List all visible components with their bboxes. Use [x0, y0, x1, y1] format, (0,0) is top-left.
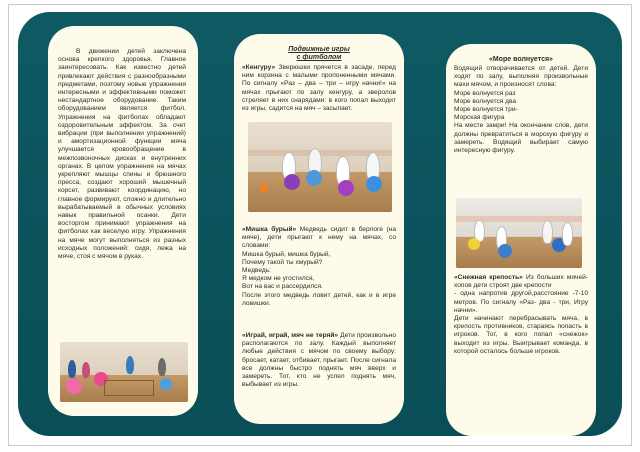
brochure-panel-middle: [234, 34, 404, 424]
game-kangaroo: [242, 64, 396, 113]
photo-children-in-gym: [456, 198, 582, 268]
games-title: [244, 46, 394, 62]
game-play-ball-text: Дети произвольно располагаются по залу. Каждый выполняет любые действия с мячом по своему выбору: бросает, катает, отбивает, прыгает. После сигнала все должны быстро поднять мяч вверх и замереть. Тот, кто не успел поднять мяч, выбывает из игры.: [242, 332, 396, 389]
game-sea-text: Водящий отворачивается от детей. Дети ходят по залу, выполняя произвольные махи мячом, и произносят слова: Море волнуется раз Море волнуется два Море волнуется три- Морская фигура На месте замри! На окончание слов, дети должны превратиться в морскую фигуру и замереть. Водящий выбирает самую интересную фигуру.: [454, 65, 588, 155]
game-snow-fortress: [454, 274, 588, 356]
intro-text: В движении детей заключена основа крепкого здоровья. Главное заинтересовать. Как известно детей привлекают действия с разнообразными предметами, поэтому новые упражнения интересными и эффективными поможет нестандартное оборудование. Таким оборудованием является фитбол. Упражнения на фитболах обладают оздоровительным эффектом. За счет вибрации (при выполнении упражнений) и амортизационной функции мяча улучшается кровообращение в межпозвоночных дисках и внутренних органах. В целом упражнения на мячах укрепляют мышцы спины и брюшного пресса, создают хороший мышечный корсет, развивают координацию, но главное формируют, сложно и длительно вырабатываемый в обычных условиях навык правильной осанки. Дети восторгом принимают упражнения на фитболах как веселую игру. Упражнения на мяче могут выполняться из разных исходных положений: сидя, лежа на мяче, стоя с мячом в руках.: [58, 48, 186, 261]
game-snow-fortress-text: Из больших мячей-хопов дети строят две крепости - одна напротив другой,расстояние -7-10 метров. По сигналу «Раз- два - три, Игру начни». Дети начинают перебрасывать мяча, в крепость противников, стараясь попасть в игроков. Тот, в кого попал «снежок» выходит из игры. Выигрывает команда, в которой осталось больше игроков.: [454, 274, 589, 355]
game-play-ball-name: «Играй, играй, мяч не теряй»: [242, 332, 339, 339]
games-title-line1: Подвижные игры: [288, 46, 350, 53]
game-play-ball: [242, 332, 396, 389]
brochure-panel-left: [48, 26, 198, 416]
game-brown-bear-name: «Мишка бурый»: [242, 226, 297, 233]
games-title-line2: с фитболом: [296, 54, 342, 61]
game-kangaroo-name: «Кенгуру»: [242, 64, 276, 71]
game-snow-fortress-name: «Снежная крепость»: [454, 274, 523, 281]
photo-children-fitballs-hall: [60, 342, 188, 402]
game-sea-name: «Море волнуется»: [489, 56, 553, 63]
game-brown-bear: [242, 226, 396, 308]
photo-kids-on-fitballs: [248, 122, 392, 212]
game-brown-bear-text: Медведь сидит в берлоге (на мяче), дети прыгают к нему на мячах, со словами: Мишка бурый, мишка бурый, Почему такой ты хмурый? Медведь: Я медком не угостился, Вот на вас и рассердился. После этого медведь ловит детей, как и в игре ловишки.: [242, 226, 396, 307]
game-kangaroo-text: Зверюшки прячется в засаде, перед ним корзина с малыми пропоненными мячами. По сигналу «Раз – два – три – игру начни!» на мячах прыгают по залу кенгуру, а зверолов стреляет в них снарядами: в кого попал выходит из игры, садится на мяч – засыпает.: [242, 64, 396, 113]
brochure-panel-right: [446, 44, 596, 436]
